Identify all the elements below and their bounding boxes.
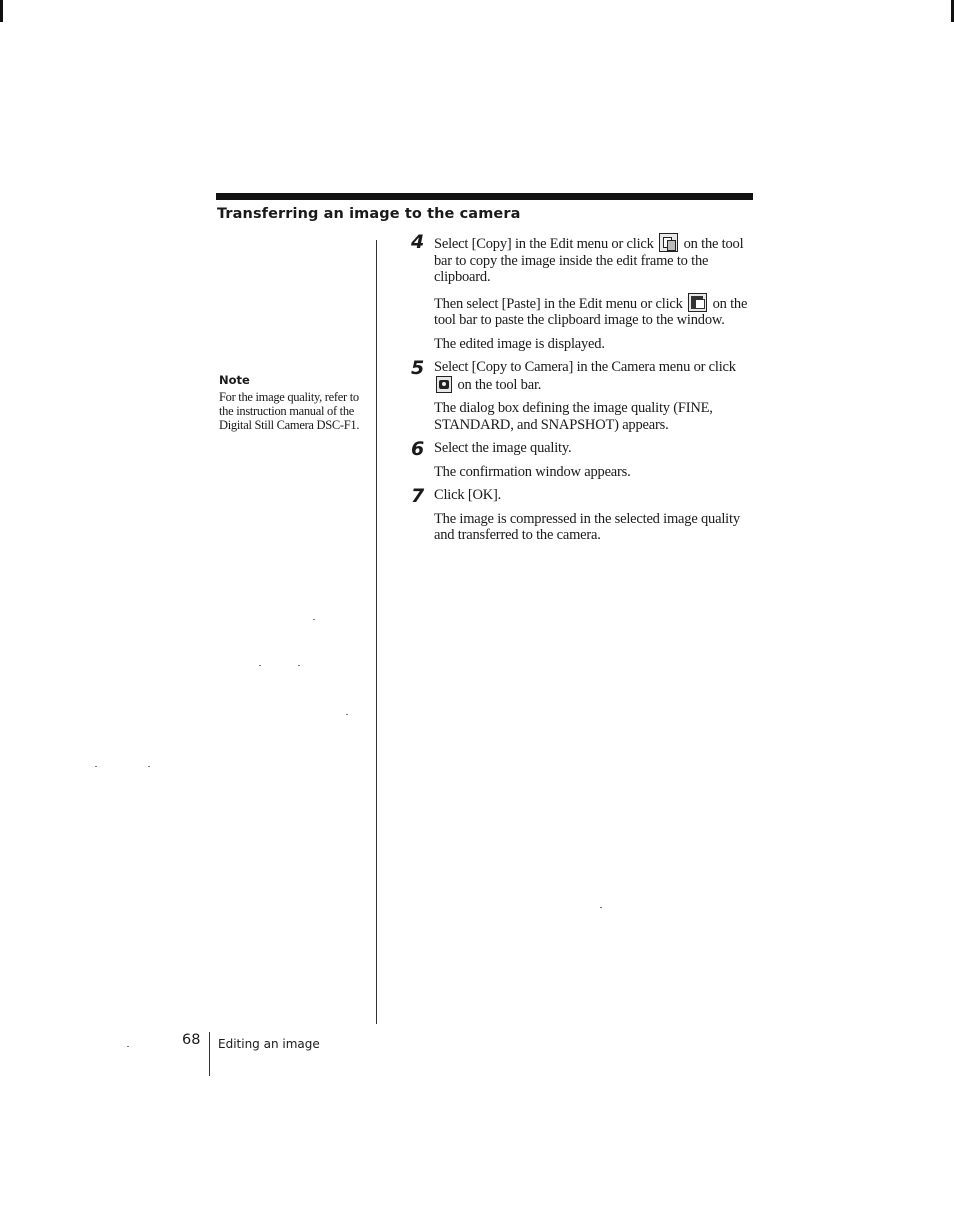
step-5 <box>411 359 756 433</box>
section-rule <box>216 193 753 200</box>
step-text: Click [OK]. <box>434 487 502 503</box>
step-result: The confirmation window appears. <box>434 463 631 480</box>
step-number: 6 <box>411 438 425 460</box>
scan-speck <box>600 907 602 908</box>
step-6 <box>411 440 756 480</box>
section-title: Transferring an image to the camera <box>217 206 521 222</box>
footer-section-label: Editing an image <box>218 1037 320 1051</box>
step-list <box>411 230 756 551</box>
step-result: The edited image is displayed. <box>434 335 605 352</box>
step-text: Select [Copy to Camera] in the Camera menu or click on the tool bar. <box>434 359 736 393</box>
page-number: 68 <box>182 1032 201 1048</box>
scan-edge-mark-left <box>0 0 3 22</box>
step-text: Select the image quality. <box>434 440 572 456</box>
scan-speck <box>313 619 315 620</box>
column-divider <box>376 240 377 1024</box>
step-result: The dialog box defining the image quality (FINE, STANDARD, and SNAPSHOT) appears. <box>434 400 713 433</box>
step-number: 5 <box>411 357 425 379</box>
step-number: 4 <box>411 231 425 253</box>
step-text: Then select [Paste] in the Edit menu or click on the tool bar to paste the clipboard image to the window. <box>434 293 756 329</box>
note-heading: Note <box>219 373 250 387</box>
scan-speck <box>95 766 97 767</box>
copy-icon <box>659 233 678 252</box>
step-7 <box>411 487 756 544</box>
scan-speck <box>148 766 150 767</box>
scan-speck <box>346 714 348 715</box>
step-4 <box>411 233 756 352</box>
scan-speck <box>298 665 300 666</box>
scan-speck <box>259 665 261 666</box>
paste-icon <box>688 293 707 312</box>
step-result: The image is compressed in the selected image quality and transferred to the camera. <box>434 510 740 543</box>
note-body: For the image quality, refer to the instruction manual of the Digital Still Camera DSC-F1. <box>219 390 360 432</box>
scan-speck <box>127 1046 129 1047</box>
copy-to-camera-icon <box>436 376 452 393</box>
footer-rule <box>209 1032 210 1076</box>
step-text: Select [Copy] in the Edit menu or click on the tool bar to copy the image inside the edit frame to the clipboard. <box>434 233 756 286</box>
step-number: 7 <box>411 485 425 507</box>
